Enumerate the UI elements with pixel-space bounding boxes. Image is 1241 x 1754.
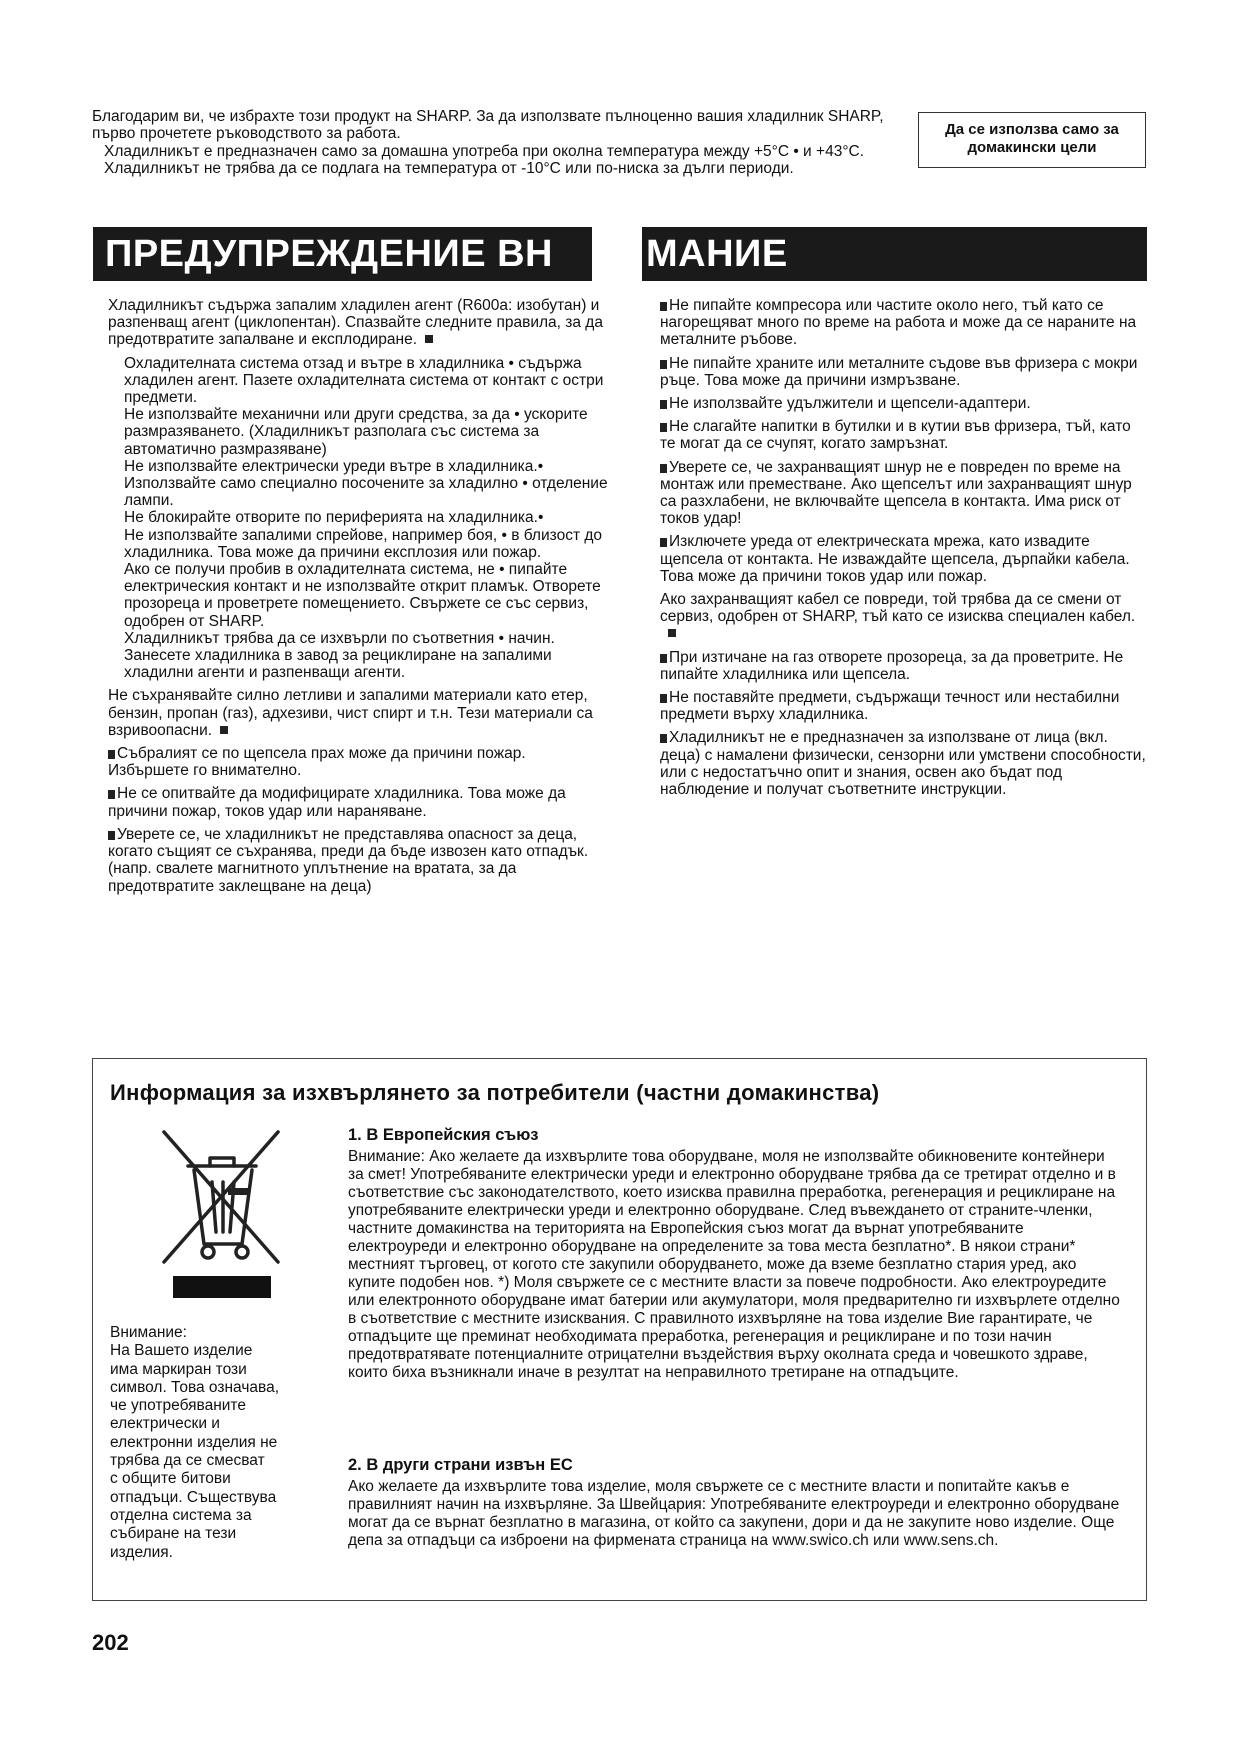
list-item: Не използвайте удължители и щепсели-адаптери.: [660, 395, 1148, 412]
list-item: Не използвайте запалими спрейове, например боя, • в близост до хладилника. Това може да причини експлозия или пожар.: [124, 526, 603, 561]
refrigerant-rules-list: [108, 355, 608, 682]
warning-title-right: МАНИЕ: [646, 233, 788, 275]
caption-line: електронни изделия не: [110, 1433, 278, 1451]
list-item: Не използвайте механични или други средства, за да • ускорите размразяването. (Хладилникът разполага със система за автоматично размразяване): [124, 406, 588, 458]
weee-caption: [110, 1324, 310, 1562]
warning-banner-right: [642, 227, 1147, 281]
list-item: Не слагайте напитки в бутилки и в кутии във фризера, тъй, като те могат да се счупят, когато замръзнат.: [660, 418, 1131, 453]
caption-line: събиране на тези: [110, 1525, 237, 1543]
caption-line: символ. Това означава,: [110, 1378, 280, 1396]
caption-line: отпадъци. Съществува: [110, 1488, 277, 1506]
list-item: Ако захранващият кабел се повреди, той трябва да се смени от сервиз, одобрен от SHARP, тъй като се изисква специален кабел.: [660, 591, 1148, 643]
caption-line: електрически и: [110, 1415, 220, 1433]
list-item: Ако се получи пробив в охладителната система, не • пипайте електрическия контакт и не използвайте открит пламък. Отворете прозореца и проветрете помещението. Свържете се със сервиз, одобрен от SHARP.: [124, 561, 601, 630]
page-number: 202: [92, 1630, 129, 1655]
bullet-icon: [660, 302, 667, 311]
list-item: Не блокирайте отворите по периферията на хладилника.•: [124, 509, 544, 527]
domestic-use-badge: [918, 112, 1146, 168]
caption-line: че употребяваните: [110, 1397, 246, 1415]
disposal-title: Информация за изхвърлянето за потребители (частни домакинства): [110, 1080, 880, 1105]
eu-section-title: 1. В Европейския съюз: [348, 1126, 539, 1144]
bullet-icon: [660, 654, 667, 663]
bullet-icon: [660, 734, 667, 743]
list-item: Не пипайте компресора или частите около него, тъй като се нагорещяват много по време на работа и може да се нараните на металните ръбове.: [660, 297, 1137, 349]
bullet-icon: [220, 726, 228, 734]
list-item: Не поставяйте предмети, съдържащи течност или нестабилни предмети върху хладилника.: [660, 689, 1120, 724]
bullet-icon: [108, 831, 115, 840]
caption-line: с общите битови: [110, 1470, 231, 1488]
badge-line-1: Да се използва само за: [945, 121, 1119, 138]
list-item: Уверете се, че хладилникът не представлява опасност за деца, когато същият се съхранява, преди да бъде извозен като отпадък. (напр. свалете магнитното уплътнение на вратата, за да предотвратите заклещване на деца): [108, 825, 589, 895]
bullet-icon: [660, 423, 667, 432]
list-item: Не използвайте електрически уреди вътре в хладилника.• Използвайте само специално посочените за хладилно • отделение лампи.: [124, 457, 608, 510]
eu-section-text: Внимание: Ако желаете да изхвърлите това оборудване, моля не използвайте обикновените контейнери за смет! Употребяваните електрически уреди и електронно оборудване трябва да се третират отделно и в съответствие със законодателството, което изисква правилна преработка, регенерация и рециклиране на употребяваните електрически уреди и електронно оборудване. След въвеждането от страните-членки, частните домакинства на територията на Европейския съюз могат да върнат употребяваните електроуреди и електронно оборудване на определените за това места безплатно*. В някои страни* местният търговец, от когото сте закупили оборудването, може да вземе безплатно стария уред, ако купите подобен нов. *) Моля свържете се с местните власти за повече подробности. Ако електроуредите или електронното оборудване имат батерии или акумулатори, моля предварително ги изхвърлете отделно в съответствие с местните изисквания. С правилното изхвърляне на това изделие Вие гарантирате, че отпадъците ще преминат необходимата преработка, регенерация и рециклиране и по този начин предотвратявате потенциалните отрицателни въздействия върху околната среда и човешкото здраве, които биха възникнали иначе в резултат на неправилното третиране на отпадъците.: [348, 1148, 1120, 1381]
badge-line-2: домакински цели: [967, 139, 1097, 156]
list-item: Охладителната система отзад и вътре в хладилника • съдържа хладилен агент. Пазете охладителната система от контакт с остри предмети.: [124, 354, 604, 407]
list-item: Уверете се, че захранващият шнур не е повреден по време на монтаж или преместване. Ако щепселът или захранващият шнур са разхлабени, не включвайте щепсела в контакта. Има риск от токов удар!: [660, 458, 1132, 528]
non-eu-section: [348, 1456, 1123, 1550]
warning-banner-left: [93, 227, 592, 281]
bullet-icon: [108, 790, 115, 799]
volatile-materials-paragraph: Не съхранявайте силно летливи и запалими материали като етер, бензин, пропан (газ), адхезиви, чист спирт и т.н. Тези материали са взривоопасни.: [108, 687, 593, 739]
bullet-icon: [660, 464, 667, 473]
list-item: Не пипайте храните или металните съдове във фризера с мокри ръце. Това може да причини измръзване.: [660, 354, 1138, 389]
list-item: Събралият се по щепсела прах може да причини пожар. Избършете го внимателно.: [108, 745, 526, 780]
collection-bar-mark: [173, 1276, 271, 1298]
list-item: Хладилникът трябва да се изхвърли по съответния • начин. Занесете хладилника в завод за рециклиране на запалими хладилни агенти и разпенващи агенти.: [124, 629, 555, 682]
bullet-icon: [425, 335, 433, 343]
left-column: [108, 297, 608, 901]
caption-line: изделия.: [110, 1543, 173, 1561]
bullet-icon: [660, 694, 667, 703]
caption-line: има маркиран този: [110, 1360, 247, 1378]
bullet-icon: [660, 360, 667, 369]
intro-usage-paragraph: Хладилникът е предназначен само за домашна употреба при околна температура между +5°C • и +43°C. Хладилникът не трябва да се подлага на температура от -10°C или по-ниска за дълги периоди.: [104, 143, 865, 177]
bullet-icon: [668, 629, 676, 637]
non-eu-section-title: 2. В други страни извън ЕС: [348, 1456, 573, 1474]
warning-title-left: ПРЕДУПРЕЖДЕНИЕ ВН: [105, 233, 553, 275]
intro-paragraph: Благодарим ви, че избрахте този продукт на SHARP. За да използвате пълноценно вашия хладилник SHARP, първо прочетете ръководството за работа.: [92, 108, 884, 142]
list-item: Не се опитвайте да модифицирате хладилника. Това може да причини пожар, токов удар или нараняване.: [108, 785, 566, 820]
crossed-out-bin-icon: [160, 1128, 284, 1268]
bullet-icon: [660, 538, 667, 547]
bullet-icon: [108, 750, 115, 759]
caption-line: Внимание:: [110, 1324, 187, 1341]
right-column: [660, 297, 1148, 804]
eu-section: [348, 1126, 1123, 1382]
non-eu-section-text: Ако желаете да изхвърлите това изделие, моля свържете се с местните власти и попитайте какъв е правилният начин на изхвърляне. За Швейцария: Употребяваните електроуреди и електронно оборудване могат да се върнат безплатно в магазина, от който са закупени, дори и да не закупите ново изделие. Още депа за отпадъци са изброени на фирмената страница на www.swico.ch или www.sens.ch.: [348, 1478, 1120, 1549]
list-item: При изтичане на газ отворете прозореца, за да проветрите. Не пипайте хладилника или щепсела.: [660, 648, 1124, 683]
list-item: Изключете уреда от електрическата мрежа, като извадите щепсела от контакта. Не изваждайте щепсела, дърпайки кабела. Това може да причини токов удар или пожар.: [660, 533, 1130, 585]
caption-line: На Вашето изделие: [110, 1342, 253, 1360]
list-item: Хладилникът не е предназначен за използване от лица (вкл. деца) с намалени физически, сензорни или умствени способности, или с недостатъчно опит и знания, освен ако бъдат под наблюдение и получат съответните инструкции.: [660, 729, 1146, 799]
caption-line: отделна система за: [110, 1506, 252, 1524]
caption-line: трябва да се смесват: [110, 1452, 265, 1470]
intro-text: [92, 108, 902, 177]
flammable-refrigerant-paragraph: Хладилникът съдържа запалим хладилен агент (R600a: изобутан) и разпенващ агент (циклопентан). Спазвайте следните правила, за да предотвратите запалване и експлодиране.: [108, 297, 603, 349]
bullet-icon: [660, 400, 667, 409]
